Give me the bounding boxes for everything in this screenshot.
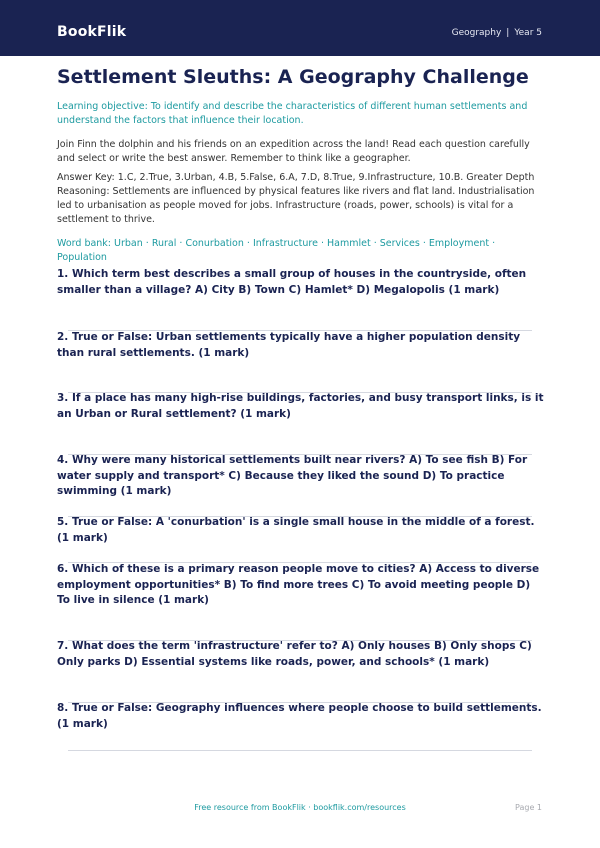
intro-text: Join Finn the dolphin and his friends on an expedition across the land! Read each question carefully and select or write the best answer. Remember to think like a geographer. [57,139,530,164]
question-1: 1. Which term best describes a small group of houses in the countryside, often smaller than a village? A) City B) Town C) Hamlet* D) Megalopolis (1 mark) [57,268,527,296]
subject-label: Geography [451,28,502,38]
word-bank: Word bank: Urban · Rural · Conurbation · Infrastructure · Hammlet · Services · Employment · Population [57,238,496,263]
question-2: 2. True or False: Urban settlements typically have a higher population density than rural settlements. (1 mark) [57,331,521,359]
brand-logo: BookFlik [57,24,127,40]
question-4: 4. Why were many historical settlements built near rivers? A) To see fish B) For water supply and transport* C) Because they liked the sound D) To practice swimming (1 mark) [57,454,528,497]
year-label: Year 5 [514,28,542,38]
answer-line-8 [68,750,532,751]
question-8: 8. True or False: Geography influences where people choose to build settlements. (1 mark) [57,702,542,730]
header-separator: | [506,28,510,38]
question-7: 7. What does the term 'infrastructure' refer to? A) Only houses B) Only shops C) Only parks D) Essential systems like roads, power, and schools* (1 mark) [57,640,532,668]
page-header [0,0,600,56]
page-number: Page 1 [515,803,542,812]
question-3: 3. If a place has many high-rise buildings, factories, and busy transport links, is it an Urban or Rural settlement? (1 mark) [57,392,544,420]
answer-key: Answer Key: 1.C, 2.True, 3.Urban, 4.B, 5.False, 6.A, 7.D, 8.True, 9.Infrastructure, 10.B. Greater Depth Reasoning: Settlements are influenced by physical features like rivers and flat land. Industrialisation led to urbanisation as people moved for jobs. Infrastructure (roads, power, schools) is vital for a settlement to thrive. [57,172,535,225]
footer-source: Free resource from BookFlik · bookflik.com/resources [194,803,406,812]
page-title: Settlement Sleuths: A Geography Challenge [57,66,529,88]
question-6: 6. Which of these is a primary reason people move to cities? A) Access to diverse employment opportunities* B) To find more trees C) To avoid meeting people D) To live in silence (1 mark) [57,563,540,606]
question-5: 5. True or False: A 'conurbation' is a single small house in the middle of a forest. (1 mark) [57,516,535,544]
learning-objective: Learning objective: To identify and describe the characteristics of different human settlements and understand the factors that influence their location. [57,101,528,126]
header-meta [452,27,542,39]
